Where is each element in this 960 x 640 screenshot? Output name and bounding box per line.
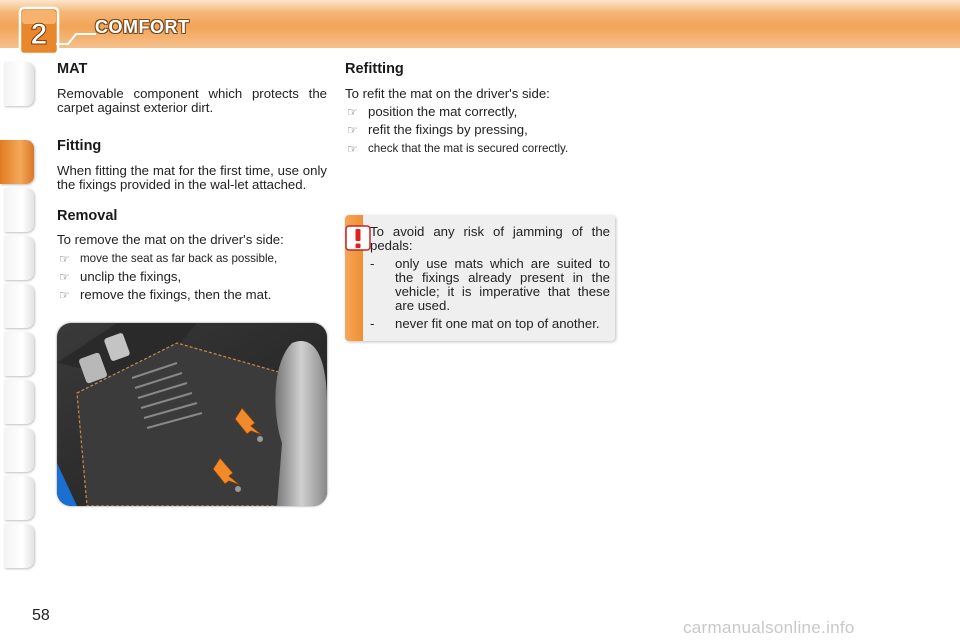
refitting-step	[345, 123, 615, 137]
chapter-badge-icon	[18, 6, 60, 56]
refitting-title: Refitting	[345, 61, 404, 77]
page-number: 58	[32, 607, 50, 624]
warning-box	[345, 215, 615, 341]
chapter-tab-9[interactable]	[4, 476, 34, 520]
chapter-tab-5[interactable]	[4, 284, 34, 328]
warning-dash: -	[370, 256, 375, 271]
floor-mat-photo	[57, 323, 327, 506]
warning-text	[370, 225, 610, 331]
chapter-tab-8[interactable]	[4, 428, 34, 472]
warning-intro: To avoid any risk of jamming of the pedals:	[370, 224, 610, 253]
removal-step	[57, 270, 327, 284]
pointing-hand-icon: ☞	[59, 270, 70, 284]
badge-connector	[56, 30, 96, 50]
chapter-tab-10[interactable]	[4, 524, 34, 568]
chapter-tab-2-active[interactable]	[0, 140, 34, 184]
chapter-tab-strip	[0, 62, 38, 577]
refitting-intro: To refit the mat on the driver's side:	[345, 86, 550, 101]
mat-description: Removable component which protects the carpet against exterior dirt.	[57, 86, 327, 115]
seat	[275, 341, 327, 506]
refitting-step-text: check that the mat is secured correctly.	[368, 142, 569, 155]
warning-item	[370, 257, 610, 313]
removal-step-text: unclip the fixings,	[80, 269, 182, 284]
pointing-hand-icon: ☞	[59, 252, 70, 266]
warning-item-text: never fit one mat on top of another.	[395, 316, 600, 331]
pointing-hand-icon: ☞	[59, 288, 70, 302]
removal-title: Removal	[57, 208, 118, 224]
mat-title: MAT	[57, 61, 88, 77]
removal-step-text: move the seat as far back as possible,	[80, 252, 278, 265]
warning-item-text: only use mats which are suited to the fixings already present in the vehicle; it is imperative that these are used.	[395, 256, 610, 313]
header-shine	[0, 0, 960, 12]
refitting-step-text: refit the fixings by pressing,	[368, 122, 528, 137]
chapter-tab-4[interactable]	[4, 236, 34, 280]
right-column	[345, 62, 615, 156]
warning-dash: -	[370, 316, 375, 331]
removal-intro: To remove the mat on the driver's side:	[57, 232, 284, 247]
left-column	[57, 62, 327, 302]
refitting-step-text: position the mat correctly,	[368, 104, 518, 119]
chapter-tab-3[interactable]	[4, 188, 34, 232]
pointing-hand-icon: ☞	[347, 123, 358, 137]
chapter-number: 2	[30, 18, 48, 51]
pointing-hand-icon: ☞	[347, 105, 358, 119]
removal-step	[57, 288, 327, 302]
chapter-tab-6[interactable]	[4, 332, 34, 376]
refitting-step	[345, 105, 615, 119]
chapter-tab-7[interactable]	[4, 380, 34, 424]
pointing-hand-icon: ☞	[347, 142, 358, 156]
warning-exclamation-icon	[345, 225, 371, 251]
fitting-title: Fitting	[57, 138, 102, 154]
watermark: carmanualsonline.info	[683, 618, 855, 637]
warning-item	[370, 317, 610, 331]
floor-mat-illustration	[57, 323, 327, 506]
refitting-step	[345, 142, 615, 156]
chapter-tab-1[interactable]	[4, 62, 34, 106]
removal-step-text: remove the fixings, then the mat.	[80, 287, 272, 302]
removal-step	[57, 252, 327, 266]
fitting-text: When fitting the mat for the first time, use only the fixings provided in the wal-let attached.	[57, 163, 327, 192]
chapter-title: COMFORT	[95, 17, 190, 37]
